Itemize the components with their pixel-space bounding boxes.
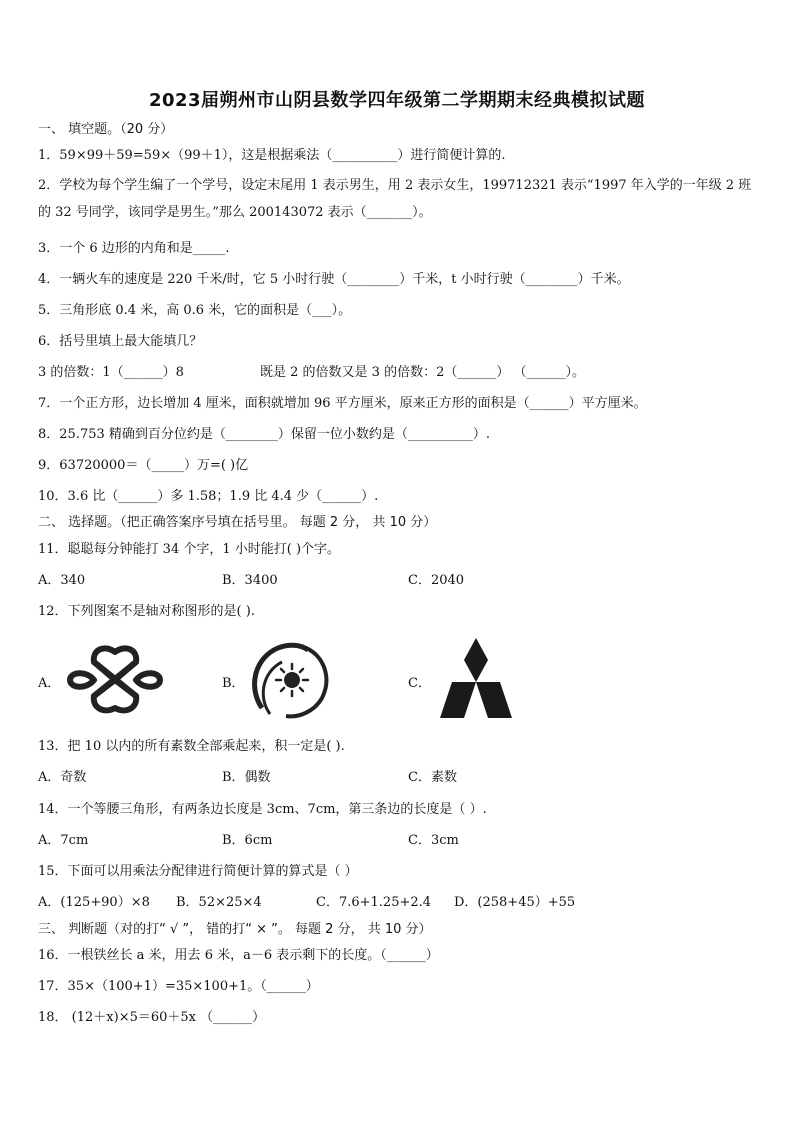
question-5: 5．三角形底 0.4 米，高 0.6 米，它的面积是（___）。 <box>38 303 352 318</box>
q14-option-b: B．6cm <box>222 833 273 848</box>
question-9: 9．63720000＝（_____）万=( )亿 <box>38 458 249 473</box>
question-8: 8．25.753 精确到百分位约是（________）保留一位小数约是（__________）. <box>38 427 491 442</box>
question-2: 2．学校为每个学生编了一个学号，设定末尾用 1 表示男生，用 2 表示女生，199712321 表示“1997 年入学的一年级 2 班的 32 号同学，该同学是男生。”那么 200143072 表示（_______）。 <box>38 178 752 220</box>
section-judgment: 三、 判断题（对的打“ √ ”， 错的打“ × ”。 每题 2 分， 共 10 分） <box>38 922 432 937</box>
q15-option-d: D．(258+45）+55 <box>454 895 576 910</box>
q11-option-c: C．2040 <box>408 573 465 588</box>
q11-option-a: A．340 <box>38 573 86 588</box>
section-fill-in: 一、 填空题。（20 分） <box>38 122 174 137</box>
question-1: 1．59×99＋59=59×（99＋1），这是根据乘法（__________）进行简便计算的. <box>38 148 506 163</box>
question-18: 18． (12＋x)×5＝60＋5x （______） <box>38 1010 266 1025</box>
question-4: 4．一辆火车的速度是 220 千米/时，它 5 小时行驶（________）千米，t 小时行驶（________）千米。 <box>38 272 630 287</box>
sun-swirl-figure <box>248 638 332 722</box>
question-7: 7．一个正方形，边长增加 4 厘米，面积就增加 96 平方厘米，原来正方形的面积是（______）平方厘米。 <box>38 396 647 411</box>
chinese-knot-figure <box>64 642 166 716</box>
question-16: 16．一根铁丝长 a 米，用去 6 米，a－6 表示剩下的长度。（______） <box>38 948 439 963</box>
question-3: 3．一个 6 边形的内角和是_____. <box>38 241 230 256</box>
q14-option-c: C．3cm <box>408 833 459 848</box>
question-13: 13．把 10 以内的所有素数全部乘起来，积一定是( ). <box>38 739 345 754</box>
q13-option-c: C．素数 <box>408 770 457 785</box>
question-6-part-a: 3 的倍数：1（______）8 <box>38 365 184 380</box>
q14-option-a: A．7cm <box>38 833 89 848</box>
section-choice: 二、 选择题。（把正确答案序号填在括号里。 每题 2 分， 共 10 分） <box>38 515 437 530</box>
question-17: 17．35×（100+1）=35×100+1。（______） <box>38 979 319 994</box>
q12-label-b: B． <box>222 676 245 691</box>
question-15: 15．下面可以用乘法分配律进行简便计算的算式是（ ） <box>38 864 358 879</box>
page-title: 2023届朔州市山阴县数学四年级第二学期期末经典模拟试题 <box>148 90 646 111</box>
q15-option-b: B．52×25×4 <box>176 895 262 910</box>
question-6-part-b: 既是 2 的倍数又是 3 的倍数：2（______） （______）。 <box>260 365 585 380</box>
q15-option-c: C．7.6+1.25+2.4 <box>316 895 432 910</box>
q13-option-b: B．偶数 <box>222 770 271 785</box>
q11-option-b: B．3400 <box>222 573 278 588</box>
question-11: 11．聪聪每分钟能打 34 个字，1 小时能打( )个字。 <box>38 542 341 557</box>
q15-option-a: A．(125+90）×8 <box>38 895 150 910</box>
question-6: 6．括号里填上最大能填几？ <box>38 334 203 349</box>
three-diamonds-figure <box>436 636 516 720</box>
q13-option-a: A．奇数 <box>38 770 87 785</box>
question-12: 12．下列图案不是轴对称图形的是( ). <box>38 604 255 619</box>
q12-label-c: C． <box>408 676 431 691</box>
question-14: 14．一个等腰三角形，有两条边长度是 3cm、7cm，第三条边的长度是（ ）. <box>38 802 487 817</box>
q12-label-a: A． <box>38 676 61 691</box>
question-10: 10．3.6 比（______）多 1.58；1.9 比 4.4 少（______）. <box>38 489 379 504</box>
